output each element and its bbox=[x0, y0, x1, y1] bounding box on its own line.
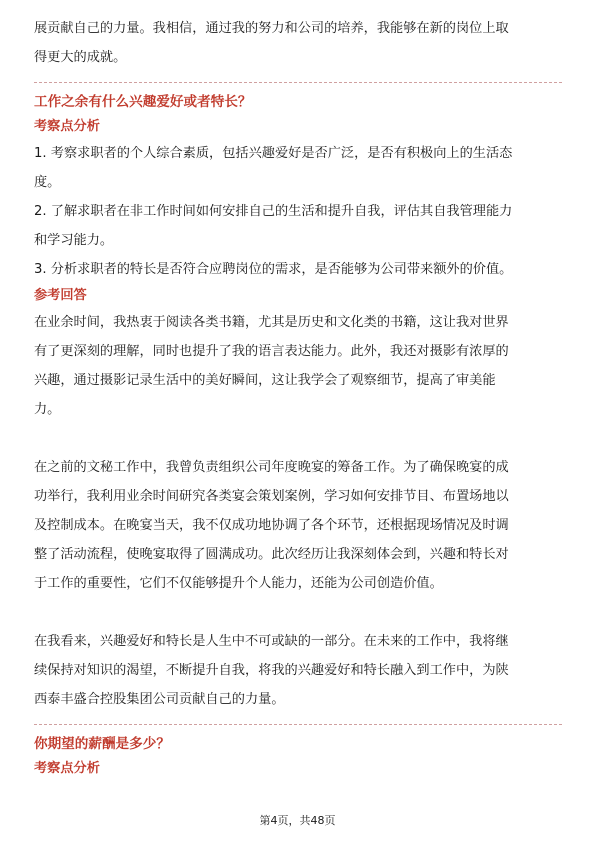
question-heading: 你期望的薪酬是多少？ bbox=[34, 736, 170, 752]
answer-paragraph-3 bbox=[34, 627, 562, 714]
answer-label: 参考回答 bbox=[34, 288, 87, 303]
text-line: 力。 bbox=[34, 402, 61, 417]
text-line: 在之前的文秘工作中，我曾负责组织公司年度晚宴的筹备工作。为了确保晚宴的成 bbox=[34, 460, 509, 475]
text-line: 1. 考察求职者的个人综合素质，包括兴趣爱好是否广泛，是否有积极向上的生活态 bbox=[34, 146, 513, 161]
document-page bbox=[34, 14, 562, 781]
text-line: 在业余时间，我热衷于阅读各类书籍，尤其是历史和文化类的书籍，这让我对世界 bbox=[34, 315, 509, 330]
text-line: 和学习能力。 bbox=[34, 233, 114, 248]
question-heading: 工作之余有什么兴趣爱好或者特长？ bbox=[34, 94, 252, 110]
text-line: 度。 bbox=[34, 175, 61, 190]
analysis-label: 考察点分析 bbox=[34, 119, 100, 134]
text-line: 3. 分析求职者的特长是否符合应聘岗位的需求，是否能够为公司带来额外的价值。 bbox=[34, 262, 513, 277]
text-line: 有了更深刻的理解，同时也提升了我的语言表达能力。此外，我还对摄影有浓厚的 bbox=[34, 344, 509, 359]
text-line: 整了活动流程，使晚宴取得了圆满成功。此次经历让我深刻体会到，兴趣和特长对 bbox=[34, 547, 509, 562]
text-line: 兴趣，通过摄影记录生活中的美好瞬间，这让我学会了观察细节，提高了审美能 bbox=[34, 373, 496, 388]
analysis-list bbox=[34, 139, 562, 284]
text-line: 及控制成本。在晚宴当天，我不仅成功地协调了各个环节，还根据现场情况及时调 bbox=[34, 518, 509, 533]
text-line: 功举行，我利用业余时间研究各类宴会策划案例，学习如何安排节目、布置场地以 bbox=[34, 489, 509, 504]
text-line: 展贡献自己的力量。我相信，通过我的努力和公司的培养，我能够在新的岗位上取 bbox=[34, 21, 509, 36]
text-line: 西泰丰盛合控股集团公司贡献自己的力量。 bbox=[34, 692, 285, 707]
answer-paragraph-2 bbox=[34, 453, 562, 598]
section-divider bbox=[34, 82, 562, 83]
page-number: 第4页，共48页 bbox=[259, 814, 336, 827]
text-line: 在我看来，兴趣爱好和特长是人生中不可或缺的一部分。在未来的工作中，我将继 bbox=[34, 634, 509, 649]
text-line: 续保持对知识的渴望，不断提升自我，将我的兴趣爱好和特长融入到工作中，为陕 bbox=[34, 663, 509, 678]
section-divider bbox=[34, 724, 562, 725]
text-line: 得更大的成就。 bbox=[34, 50, 127, 65]
intro-paragraph bbox=[34, 14, 562, 72]
analysis-label: 考察点分析 bbox=[34, 761, 100, 776]
answer-paragraph-1 bbox=[34, 308, 562, 424]
text-line: 2. 了解求职者在非工作时间如何安排自己的生活和提升自我，评估其自我管理能力 bbox=[34, 204, 513, 219]
text-line: 于工作的重要性，它们不仅能够提升个人能力，还能为公司创造价值。 bbox=[34, 576, 443, 591]
